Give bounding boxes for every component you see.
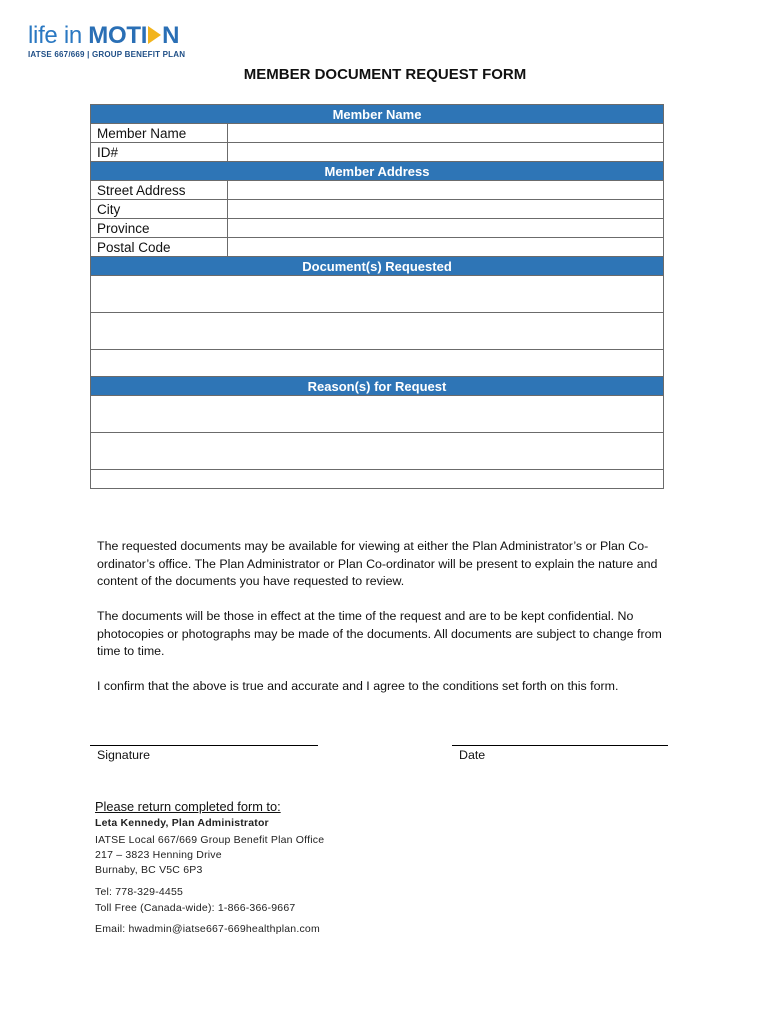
field-label-city: City bbox=[91, 200, 228, 219]
logo-wordmark bbox=[28, 22, 179, 50]
street-address: 217 – 3823 Henning Drive bbox=[95, 849, 222, 861]
field-label-street-address: Street Address bbox=[91, 181, 228, 200]
signature-label: Signature bbox=[97, 748, 151, 762]
date-label: Date bbox=[459, 748, 486, 762]
field-label-province: Province bbox=[91, 219, 228, 238]
city-input[interactable] bbox=[228, 200, 664, 219]
section-header-member-address: Member Address bbox=[91, 162, 664, 181]
postal-code-input[interactable] bbox=[228, 238, 664, 257]
administrator-name: Leta Kennedy, Plan Administrator bbox=[95, 817, 269, 829]
office-name: IATSE Local 667/669 Group Benefit Plan Office bbox=[95, 834, 325, 846]
logo-word-moti: MOTI bbox=[88, 22, 148, 49]
member-name-input[interactable] bbox=[228, 124, 664, 143]
reason-row-2[interactable] bbox=[91, 433, 664, 470]
form-title: MEMBER DOCUMENT REQUEST FORM bbox=[243, 66, 527, 83]
confirmation-paragraph: I confirm that the above is true and accurate and I agree to the conditions set forth on this form. bbox=[97, 679, 619, 693]
field-label-id: ID# bbox=[91, 143, 228, 162]
logo-word-life: life in bbox=[28, 22, 89, 49]
document-requested-row-1[interactable] bbox=[91, 276, 664, 313]
section-header-reasons: Reason(s) for Request bbox=[91, 377, 664, 396]
signature-line[interactable] bbox=[90, 745, 318, 746]
confidentiality-paragraph: The documents will be those in effect at the time of the request and are to be kept confidential. No photocopies or photographs may be made of the documents. All documents are subject to change from time to time. bbox=[97, 609, 662, 658]
reason-row-1[interactable] bbox=[91, 396, 664, 433]
id-input[interactable] bbox=[228, 143, 664, 162]
province-input[interactable] bbox=[228, 219, 664, 238]
telephone: Tel: 778-329-4455 bbox=[95, 886, 184, 898]
toll-free-phone: Toll Free (Canada-wide): 1-866-366-9667 bbox=[95, 902, 296, 914]
logo-word-n: N bbox=[162, 22, 180, 49]
document-requested-row-2[interactable] bbox=[91, 313, 664, 350]
logo-tagline: IATSE 667/669 | GROUP BENEFIT PLAN bbox=[28, 50, 186, 59]
email-address: Email: hwadmin@iatse667-669healthplan.com bbox=[95, 923, 320, 935]
field-label-postal-code: Postal Code bbox=[91, 238, 228, 257]
availability-paragraph: The requested documents may be available for viewing at either the Plan Administrator’s or Plan Co-ordinator’s office. The Plan Administrator or Plan Co-ordinator will be present to explain the nature and content of the documents you have requested to review. bbox=[97, 539, 658, 588]
street-address-input[interactable] bbox=[228, 181, 664, 200]
return-to-heading: Please return completed form to: bbox=[95, 799, 281, 814]
date-line[interactable] bbox=[452, 745, 668, 746]
logo bbox=[28, 22, 208, 62]
city-address: Burnaby, BC V5C 6P3 bbox=[95, 864, 203, 876]
section-header-documents: Document(s) Requested bbox=[91, 257, 664, 276]
reason-row-3[interactable] bbox=[91, 470, 664, 489]
field-label-member-name: Member Name bbox=[91, 124, 228, 143]
request-form-table bbox=[90, 104, 664, 489]
document-requested-row-3[interactable] bbox=[91, 350, 664, 377]
play-arrow-icon bbox=[148, 26, 161, 44]
section-header-member-name: Member Name bbox=[91, 105, 664, 124]
